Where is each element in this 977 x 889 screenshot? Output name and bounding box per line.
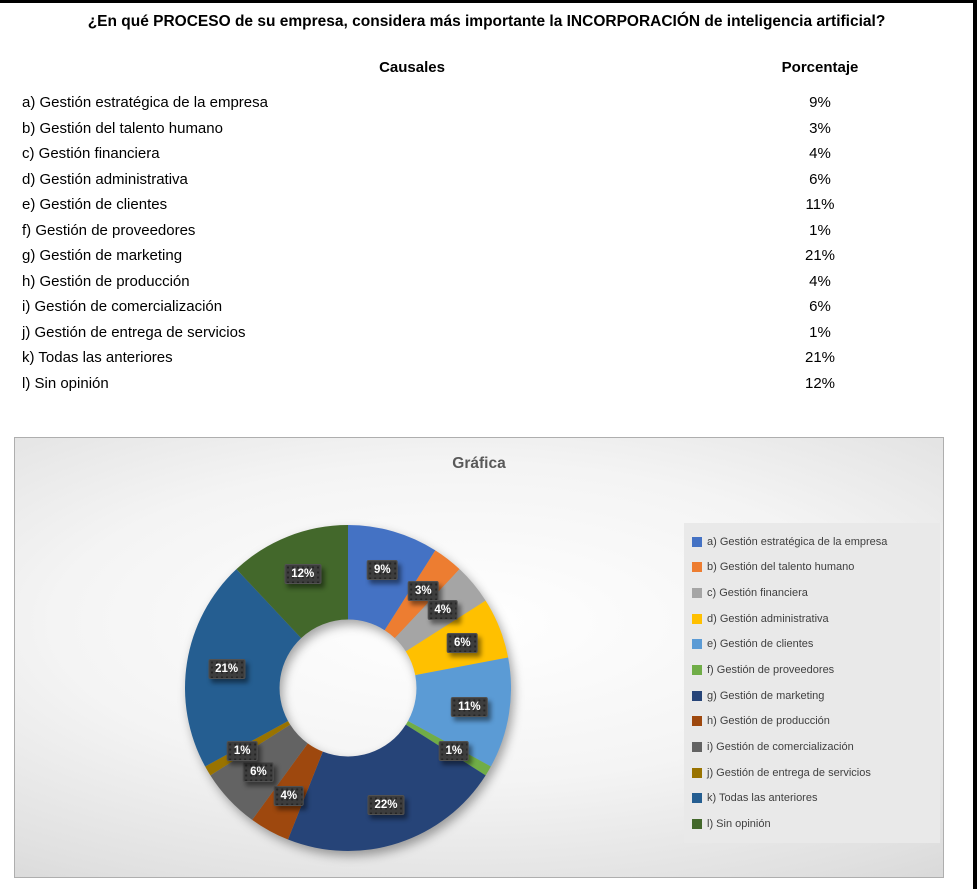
chart-title: Gráfica	[452, 455, 506, 472]
table-row	[0, 345, 973, 371]
legend-label: l) Sin opinión	[707, 818, 771, 831]
cause-percentage: 6%	[809, 298, 831, 316]
slice-data-label: 6%	[243, 762, 274, 782]
column-header-causes: Causales	[379, 59, 445, 76]
cause-label: b) Gestión del talento humano	[22, 119, 223, 137]
causes-table	[0, 90, 973, 396]
legend-swatch-icon	[692, 639, 702, 649]
legend-label: j) Gestión de entrega de servicios	[707, 766, 871, 779]
legend-item[interactable]	[692, 587, 936, 599]
legend-item[interactable]	[692, 818, 936, 830]
cause-percentage: 4%	[809, 272, 831, 290]
cause-label: e) Gestión de clientes	[22, 196, 168, 214]
cause-percentage: 12%	[804, 374, 836, 392]
table-border-top	[0, 0, 977, 3]
cause-label: h) Gestión de producción	[22, 272, 190, 290]
legend-label: b) Gestión del talento humano	[707, 561, 855, 574]
table-row	[0, 167, 973, 193]
slice-data-label: 1%	[438, 741, 469, 761]
legend-swatch-icon	[692, 793, 702, 803]
legend-item[interactable]	[692, 536, 936, 548]
legend-label: d) Gestión administrativa	[707, 612, 829, 625]
slice-data-label: 1%	[227, 741, 258, 761]
legend-swatch-icon	[692, 614, 702, 624]
legend-label: a) Gestión estratégica de la empresa	[707, 535, 888, 548]
legend-swatch-icon	[692, 716, 702, 726]
legend-item[interactable]	[692, 638, 936, 650]
slice-data-label: 12%	[284, 564, 321, 584]
legend-label: e) Gestión de clientes	[707, 638, 814, 651]
chart-legend[interactable]	[684, 523, 940, 843]
cause-percentage: 6%	[809, 170, 831, 188]
cause-percentage: 9%	[809, 94, 831, 112]
slice-data-label: 9%	[367, 560, 398, 580]
legend-swatch-icon	[692, 691, 702, 701]
cause-label: f) Gestión de proveedores	[22, 221, 196, 239]
slice-data-label: 4%	[427, 600, 458, 620]
table-row	[0, 192, 973, 218]
legend-swatch-icon	[692, 742, 702, 752]
cause-label: i) Gestión de comercialización	[22, 298, 223, 316]
cause-label: c) Gestión financiera	[22, 145, 160, 163]
cause-label: k) Todas las anteriores	[22, 349, 173, 367]
slice-data-label: 11%	[451, 697, 487, 717]
slice-data-label: 4%	[273, 786, 304, 806]
cause-percentage: 21%	[804, 247, 836, 265]
legend-item[interactable]	[692, 792, 936, 804]
legend-label: f) Gestión de proveedores	[707, 664, 835, 677]
cause-label: l) Sin opinión	[22, 374, 109, 392]
legend-swatch-icon	[692, 562, 702, 572]
legend-label: h) Gestión de producción	[707, 715, 830, 728]
legend-label: k) Todas las anteriores	[707, 792, 818, 805]
cause-label: j) Gestión de entrega de servicios	[22, 323, 246, 341]
legend-swatch-icon	[692, 665, 702, 675]
table-row	[0, 320, 973, 346]
slice-data-label: 21%	[208, 659, 245, 679]
cause-percentage: 1%	[809, 323, 831, 341]
cause-percentage: 4%	[809, 145, 831, 163]
cause-percentage: 3%	[809, 119, 831, 137]
legend-swatch-icon	[692, 819, 702, 829]
legend-label: c) Gestión financiera	[707, 587, 808, 600]
legend-item[interactable]	[692, 690, 936, 702]
table-row	[0, 269, 973, 295]
cause-percentage: 21%	[804, 349, 836, 367]
donut-chart[interactable]	[178, 518, 518, 858]
table-row	[0, 243, 973, 269]
legend-item[interactable]	[692, 741, 936, 753]
table-row	[0, 90, 973, 116]
slice-data-label: 6%	[447, 633, 478, 653]
table-row	[0, 294, 973, 320]
slice-data-label: 3%	[408, 581, 439, 601]
table-row	[0, 371, 973, 397]
legend-label: i) Gestión de comercialización	[707, 741, 854, 754]
cause-label: a) Gestión estratégica de la empresa	[22, 94, 268, 112]
legend-item[interactable]	[692, 715, 936, 727]
cause-label: d) Gestión administrativa	[22, 170, 188, 188]
cause-percentage: 11%	[805, 196, 835, 214]
donut-svg	[178, 518, 518, 858]
legend-item[interactable]	[692, 561, 936, 573]
question-title: ¿En qué PROCESO de su empresa, considera más importante la INCORPORACIÓN de inteligencia artificial?	[87, 13, 886, 30]
legend-swatch-icon	[692, 537, 702, 547]
chart-area[interactable]	[14, 437, 944, 878]
slice-data-label: 22%	[367, 795, 404, 815]
legend-label: g) Gestión de marketing	[707, 689, 825, 702]
table-border-right	[973, 0, 977, 889]
column-header-percentage: Porcentaje	[781, 59, 859, 76]
legend-item[interactable]	[692, 664, 936, 676]
legend-item[interactable]	[692, 767, 936, 779]
legend-swatch-icon	[692, 588, 702, 598]
table-row	[0, 116, 973, 142]
cause-label: g) Gestión de marketing	[22, 247, 183, 265]
legend-item[interactable]	[692, 613, 936, 625]
table-row	[0, 218, 973, 244]
table-row	[0, 141, 973, 167]
cause-percentage: 1%	[809, 221, 831, 239]
legend-swatch-icon	[692, 768, 702, 778]
